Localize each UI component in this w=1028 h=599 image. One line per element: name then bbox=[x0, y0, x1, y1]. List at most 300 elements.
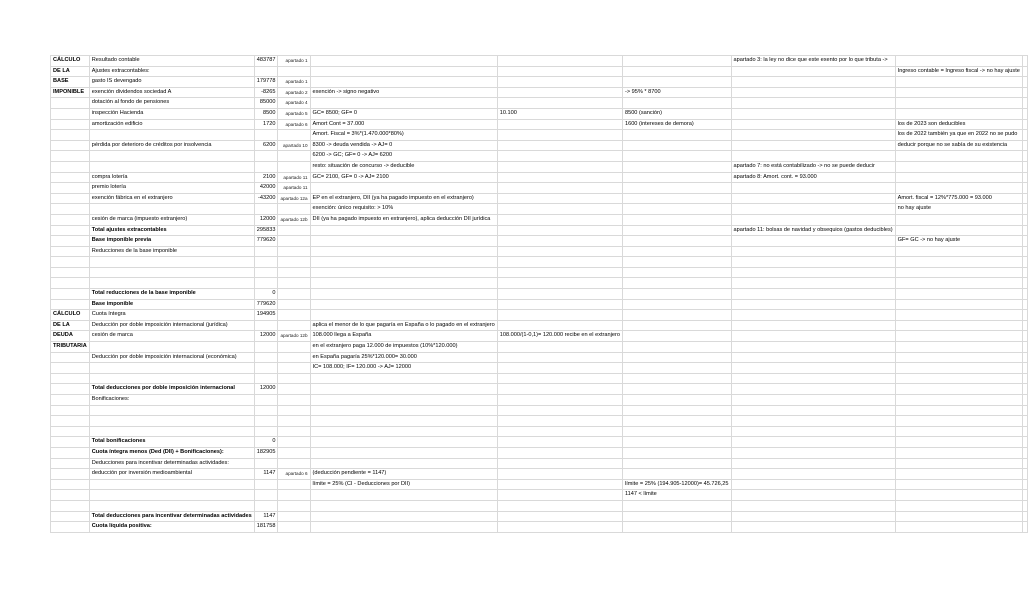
cell-i6[interactable] bbox=[895, 108, 1022, 119]
cell-j18[interactable] bbox=[1022, 236, 1027, 247]
cell-h30[interactable] bbox=[731, 363, 895, 374]
cell-h28[interactable] bbox=[731, 342, 895, 353]
cell-b18[interactable]: Base imponible previa bbox=[89, 236, 254, 247]
cell-i36[interactable] bbox=[895, 426, 1022, 437]
cell-f39[interactable] bbox=[497, 458, 622, 469]
cell-b9[interactable]: pérdida por deterioro de créditos por insolvencia bbox=[89, 140, 254, 151]
cell-i35[interactable] bbox=[895, 416, 1022, 427]
cell-e16[interactable]: DII (ya ha pagado impuesto en extranjero), aplica deducción DII jurídica bbox=[310, 214, 497, 225]
cell-j42[interactable] bbox=[1022, 490, 1027, 501]
cell-j32[interactable] bbox=[1022, 384, 1027, 395]
cell-h39[interactable] bbox=[731, 458, 895, 469]
cell-d16[interactable]: apartado 12b bbox=[278, 214, 310, 225]
cell-a14[interactable] bbox=[51, 193, 90, 204]
cell-i15[interactable]: no hay ajuste bbox=[895, 204, 1022, 215]
cell-j12[interactable] bbox=[1022, 172, 1027, 183]
cell-j36[interactable] bbox=[1022, 426, 1027, 437]
cell-e41[interactable]: límite = 25% (CI - Deducciones por DII) bbox=[310, 479, 497, 490]
cell-c12[interactable]: 2100 bbox=[254, 172, 278, 183]
cell-h37[interactable] bbox=[731, 437, 895, 448]
cell-a3[interactable]: BASE bbox=[51, 77, 90, 88]
cell-b5[interactable]: dotación al fondo de pensiones bbox=[89, 98, 254, 109]
cell-c23[interactable]: 0 bbox=[254, 289, 278, 300]
cell-a4[interactable]: IMPONIBLE bbox=[51, 87, 90, 98]
cell-b42[interactable] bbox=[89, 490, 254, 501]
cell-b27[interactable]: cesión de marca bbox=[89, 331, 254, 342]
cell-e40[interactable]: (deducción pendiente = 1147) bbox=[310, 469, 497, 480]
cell-h44[interactable] bbox=[731, 511, 895, 522]
cell-h42[interactable] bbox=[731, 490, 895, 501]
cell-e20[interactable] bbox=[310, 257, 497, 268]
cell-j37[interactable] bbox=[1022, 437, 1027, 448]
cell-a6[interactable] bbox=[51, 108, 90, 119]
cell-c10[interactable] bbox=[254, 151, 278, 162]
cell-c11[interactable] bbox=[254, 161, 278, 172]
cell-d20[interactable] bbox=[278, 257, 310, 268]
cell-h43[interactable] bbox=[731, 500, 895, 511]
cell-g13[interactable] bbox=[622, 183, 731, 194]
cell-f22[interactable] bbox=[497, 278, 622, 289]
cell-c6[interactable]: 8500 bbox=[254, 108, 278, 119]
cell-i10[interactable] bbox=[895, 151, 1022, 162]
cell-a5[interactable] bbox=[51, 98, 90, 109]
cell-f2[interactable] bbox=[497, 66, 622, 77]
cell-d45[interactable] bbox=[278, 522, 310, 533]
cell-a45[interactable] bbox=[51, 522, 90, 533]
cell-b37[interactable]: Total bonificaciones bbox=[89, 437, 254, 448]
cell-g20[interactable] bbox=[622, 257, 731, 268]
cell-d38[interactable] bbox=[278, 447, 310, 458]
cell-e29[interactable]: en España pagaría 25%*120.000= 30.000 bbox=[310, 352, 497, 363]
cell-j3[interactable] bbox=[1022, 77, 1027, 88]
cell-e37[interactable] bbox=[310, 437, 497, 448]
cell-c27[interactable]: 12000 bbox=[254, 331, 278, 342]
cell-b34[interactable] bbox=[89, 405, 254, 416]
cell-d24[interactable] bbox=[278, 299, 310, 310]
cell-d26[interactable] bbox=[278, 320, 310, 331]
cell-h24[interactable] bbox=[731, 299, 895, 310]
cell-f20[interactable] bbox=[497, 257, 622, 268]
cell-i39[interactable] bbox=[895, 458, 1022, 469]
cell-f34[interactable] bbox=[497, 405, 622, 416]
cell-f3[interactable] bbox=[497, 77, 622, 88]
cell-g30[interactable] bbox=[622, 363, 731, 374]
cell-g27[interactable] bbox=[622, 331, 731, 342]
cell-g28[interactable] bbox=[622, 342, 731, 353]
cell-i32[interactable] bbox=[895, 384, 1022, 395]
cell-f10[interactable] bbox=[497, 151, 622, 162]
cell-d35[interactable] bbox=[278, 416, 310, 427]
cell-c42[interactable] bbox=[254, 490, 278, 501]
cell-i12[interactable] bbox=[895, 172, 1022, 183]
cell-d6[interactable]: apartado 5 bbox=[278, 108, 310, 119]
cell-g16[interactable] bbox=[622, 214, 731, 225]
cell-h3[interactable] bbox=[731, 77, 895, 88]
cell-g33[interactable] bbox=[622, 395, 731, 406]
cell-i2[interactable]: Ingreso contable = Ingreso fiscal -> no hay ajuste bbox=[895, 66, 1022, 77]
cell-h27[interactable] bbox=[731, 331, 895, 342]
cell-b12[interactable]: compra lotería bbox=[89, 172, 254, 183]
cell-e1[interactable] bbox=[310, 56, 497, 67]
cell-d36[interactable] bbox=[278, 426, 310, 437]
cell-g5[interactable] bbox=[622, 98, 731, 109]
cell-f27[interactable]: 108.000/(1-0,1)= 120.000 recibe en el extranjero bbox=[497, 331, 622, 342]
cell-d19[interactable] bbox=[278, 246, 310, 257]
cell-a37[interactable] bbox=[51, 437, 90, 448]
cell-b2[interactable]: Ajustes extracontables: bbox=[89, 66, 254, 77]
cell-b41[interactable] bbox=[89, 479, 254, 490]
cell-c26[interactable] bbox=[254, 320, 278, 331]
cell-j27[interactable] bbox=[1022, 331, 1027, 342]
cell-f26[interactable] bbox=[497, 320, 622, 331]
cell-e8[interactable]: Amort. Fiscal = 3%*(1.470.000*80%) bbox=[310, 130, 497, 141]
cell-i5[interactable] bbox=[895, 98, 1022, 109]
cell-d1[interactable]: apartado 1 bbox=[278, 56, 310, 67]
cell-d30[interactable] bbox=[278, 363, 310, 374]
cell-i3[interactable] bbox=[895, 77, 1022, 88]
cell-b8[interactable] bbox=[89, 130, 254, 141]
cell-b28[interactable] bbox=[89, 342, 254, 353]
cell-j29[interactable] bbox=[1022, 352, 1027, 363]
cell-f18[interactable] bbox=[497, 236, 622, 247]
cell-j2[interactable] bbox=[1022, 66, 1027, 77]
cell-c1[interactable]: 483787 bbox=[254, 56, 278, 67]
cell-f43[interactable] bbox=[497, 500, 622, 511]
cell-g3[interactable] bbox=[622, 77, 731, 88]
cell-j11[interactable] bbox=[1022, 161, 1027, 172]
cell-f11[interactable] bbox=[497, 161, 622, 172]
cell-f16[interactable] bbox=[497, 214, 622, 225]
cell-e10[interactable]: 6200 -> GC; GF= 0 -> AJ= 6200 bbox=[310, 151, 497, 162]
cell-h21[interactable] bbox=[731, 267, 895, 278]
cell-a38[interactable] bbox=[51, 447, 90, 458]
cell-f5[interactable] bbox=[497, 98, 622, 109]
cell-a19[interactable] bbox=[51, 246, 90, 257]
cell-j15[interactable] bbox=[1022, 204, 1027, 215]
cell-h9[interactable] bbox=[731, 140, 895, 151]
cell-g44[interactable] bbox=[622, 511, 731, 522]
cell-g43[interactable] bbox=[622, 500, 731, 511]
cell-g8[interactable] bbox=[622, 130, 731, 141]
cell-c35[interactable] bbox=[254, 416, 278, 427]
cell-f38[interactable] bbox=[497, 447, 622, 458]
cell-c32[interactable]: 12000 bbox=[254, 384, 278, 395]
cell-a11[interactable] bbox=[51, 161, 90, 172]
cell-b26[interactable]: Deducción por doble imposición internacional (jurídica) bbox=[89, 320, 254, 331]
cell-e18[interactable] bbox=[310, 236, 497, 247]
cell-i26[interactable] bbox=[895, 320, 1022, 331]
cell-a28[interactable]: TRIBUTARIA bbox=[51, 342, 90, 353]
cell-i37[interactable] bbox=[895, 437, 1022, 448]
cell-j34[interactable] bbox=[1022, 405, 1027, 416]
cell-e43[interactable] bbox=[310, 500, 497, 511]
cell-h17[interactable]: apartado 11: bolsas de navidad y obsequios (gastos deducibles) bbox=[731, 225, 895, 236]
cell-b35[interactable] bbox=[89, 416, 254, 427]
cell-h4[interactable] bbox=[731, 87, 895, 98]
cell-i27[interactable] bbox=[895, 331, 1022, 342]
cell-a42[interactable] bbox=[51, 490, 90, 501]
cell-d40[interactable]: apartado 6 bbox=[278, 469, 310, 480]
cell-i4[interactable] bbox=[895, 87, 1022, 98]
cell-a24[interactable] bbox=[51, 299, 90, 310]
cell-h38[interactable] bbox=[731, 447, 895, 458]
cell-h18[interactable] bbox=[731, 236, 895, 247]
cell-e5[interactable] bbox=[310, 98, 497, 109]
cell-b21[interactable] bbox=[89, 267, 254, 278]
cell-d28[interactable] bbox=[278, 342, 310, 353]
cell-c8[interactable] bbox=[254, 130, 278, 141]
cell-c34[interactable] bbox=[254, 405, 278, 416]
cell-g34[interactable] bbox=[622, 405, 731, 416]
cell-e4[interactable]: exención -> signo negativo bbox=[310, 87, 497, 98]
cell-g37[interactable] bbox=[622, 437, 731, 448]
cell-i41[interactable] bbox=[895, 479, 1022, 490]
cell-d23[interactable] bbox=[278, 289, 310, 300]
cell-g29[interactable] bbox=[622, 352, 731, 363]
cell-j44[interactable] bbox=[1022, 511, 1027, 522]
cell-f45[interactable] bbox=[497, 522, 622, 533]
cell-i43[interactable] bbox=[895, 500, 1022, 511]
cell-d13[interactable]: apartado 11 bbox=[278, 183, 310, 194]
cell-a7[interactable] bbox=[51, 119, 90, 130]
cell-a26[interactable]: DE LA bbox=[51, 320, 90, 331]
cell-a32[interactable] bbox=[51, 384, 90, 395]
cell-i33[interactable] bbox=[895, 395, 1022, 406]
cell-f12[interactable] bbox=[497, 172, 622, 183]
cell-f40[interactable] bbox=[497, 469, 622, 480]
cell-c36[interactable] bbox=[254, 426, 278, 437]
cell-f7[interactable] bbox=[497, 119, 622, 130]
cell-h36[interactable] bbox=[731, 426, 895, 437]
cell-c13[interactable]: 42000 bbox=[254, 183, 278, 194]
cell-b17[interactable]: Total ajustes extracontables bbox=[89, 225, 254, 236]
cell-j7[interactable] bbox=[1022, 119, 1027, 130]
cell-h23[interactable] bbox=[731, 289, 895, 300]
cell-c21[interactable] bbox=[254, 267, 278, 278]
cell-h8[interactable] bbox=[731, 130, 895, 141]
cell-e28[interactable]: en el extranjero paga 12.000 de impuestos (10%*120.000) bbox=[310, 342, 497, 353]
cell-h10[interactable] bbox=[731, 151, 895, 162]
cell-c41[interactable] bbox=[254, 479, 278, 490]
cell-g10[interactable] bbox=[622, 151, 731, 162]
cell-f23[interactable] bbox=[497, 289, 622, 300]
cell-c14[interactable]: -43200 bbox=[254, 193, 278, 204]
cell-d21[interactable] bbox=[278, 267, 310, 278]
cell-g26[interactable] bbox=[622, 320, 731, 331]
cell-f42[interactable] bbox=[497, 490, 622, 501]
cell-d10[interactable] bbox=[278, 151, 310, 162]
cell-f33[interactable] bbox=[497, 395, 622, 406]
cell-j35[interactable] bbox=[1022, 416, 1027, 427]
cell-h1[interactable]: apartado 3: la ley no dice que este exento por lo que tributa -> bbox=[731, 56, 895, 67]
cell-e27[interactable]: 108.000 llega a España bbox=[310, 331, 497, 342]
cell-c28[interactable] bbox=[254, 342, 278, 353]
cell-d41[interactable] bbox=[278, 479, 310, 490]
cell-j5[interactable] bbox=[1022, 98, 1027, 109]
cell-j9[interactable] bbox=[1022, 140, 1027, 151]
cell-d31[interactable] bbox=[278, 373, 310, 384]
cell-e13[interactable] bbox=[310, 183, 497, 194]
cell-j38[interactable] bbox=[1022, 447, 1027, 458]
cell-a2[interactable]: DE LA bbox=[51, 66, 90, 77]
cell-j16[interactable] bbox=[1022, 214, 1027, 225]
cell-j14[interactable] bbox=[1022, 193, 1027, 204]
cell-a8[interactable] bbox=[51, 130, 90, 141]
cell-a23[interactable] bbox=[51, 289, 90, 300]
cell-h41[interactable] bbox=[731, 479, 895, 490]
cell-e36[interactable] bbox=[310, 426, 497, 437]
cell-c15[interactable] bbox=[254, 204, 278, 215]
cell-f4[interactable] bbox=[497, 87, 622, 98]
cell-e38[interactable] bbox=[310, 447, 497, 458]
cell-f28[interactable] bbox=[497, 342, 622, 353]
cell-h20[interactable] bbox=[731, 257, 895, 268]
cell-i14[interactable]: Amort. fiscal = 12%*775.000 = 93.000 bbox=[895, 193, 1022, 204]
cell-a21[interactable] bbox=[51, 267, 90, 278]
cell-b45[interactable]: Cuota líquida positiva: bbox=[89, 522, 254, 533]
cell-e19[interactable] bbox=[310, 246, 497, 257]
cell-j30[interactable] bbox=[1022, 363, 1027, 374]
cell-f30[interactable] bbox=[497, 363, 622, 374]
cell-e25[interactable] bbox=[310, 310, 497, 321]
cell-d34[interactable] bbox=[278, 405, 310, 416]
cell-a12[interactable] bbox=[51, 172, 90, 183]
cell-e6[interactable]: GC= 8500; GF= 0 bbox=[310, 108, 497, 119]
cell-g32[interactable] bbox=[622, 384, 731, 395]
cell-j19[interactable] bbox=[1022, 246, 1027, 257]
cell-g17[interactable] bbox=[622, 225, 731, 236]
cell-d42[interactable] bbox=[278, 490, 310, 501]
cell-j39[interactable] bbox=[1022, 458, 1027, 469]
cell-b33[interactable]: Bonificaciones: bbox=[89, 395, 254, 406]
cell-j8[interactable] bbox=[1022, 130, 1027, 141]
cell-e2[interactable] bbox=[310, 66, 497, 77]
cell-a29[interactable] bbox=[51, 352, 90, 363]
cell-j22[interactable] bbox=[1022, 278, 1027, 289]
cell-i45[interactable] bbox=[895, 522, 1022, 533]
cell-h32[interactable] bbox=[731, 384, 895, 395]
cell-d12[interactable]: apartado 11 bbox=[278, 172, 310, 183]
cell-f15[interactable] bbox=[497, 204, 622, 215]
cell-b20[interactable] bbox=[89, 257, 254, 268]
cell-g18[interactable] bbox=[622, 236, 731, 247]
cell-j25[interactable] bbox=[1022, 310, 1027, 321]
cell-e22[interactable] bbox=[310, 278, 497, 289]
cell-h14[interactable] bbox=[731, 193, 895, 204]
cell-b7[interactable]: amortización edificio bbox=[89, 119, 254, 130]
cell-d3[interactable]: apartado 1 bbox=[278, 77, 310, 88]
cell-c20[interactable] bbox=[254, 257, 278, 268]
cell-d44[interactable] bbox=[278, 511, 310, 522]
cell-b6[interactable]: inspección Hacienda bbox=[89, 108, 254, 119]
cell-j17[interactable] bbox=[1022, 225, 1027, 236]
cell-c30[interactable] bbox=[254, 363, 278, 374]
cell-g45[interactable] bbox=[622, 522, 731, 533]
cell-g12[interactable] bbox=[622, 172, 731, 183]
cell-i34[interactable] bbox=[895, 405, 1022, 416]
cell-g19[interactable] bbox=[622, 246, 731, 257]
cell-h5[interactable] bbox=[731, 98, 895, 109]
cell-h45[interactable] bbox=[731, 522, 895, 533]
cell-d32[interactable] bbox=[278, 384, 310, 395]
cell-i17[interactable] bbox=[895, 225, 1022, 236]
cell-b16[interactable]: cesión de marca (impuesto extranjero) bbox=[89, 214, 254, 225]
cell-a22[interactable] bbox=[51, 278, 90, 289]
cell-e15[interactable]: exención: único requisito: > 10% bbox=[310, 204, 497, 215]
cell-j43[interactable] bbox=[1022, 500, 1027, 511]
cell-f21[interactable] bbox=[497, 267, 622, 278]
cell-b23[interactable]: Total reducciones de la base imponible bbox=[89, 289, 254, 300]
cell-f32[interactable] bbox=[497, 384, 622, 395]
cell-j1[interactable] bbox=[1022, 56, 1027, 67]
cell-b3[interactable]: gasto IS devengado bbox=[89, 77, 254, 88]
cell-e33[interactable] bbox=[310, 395, 497, 406]
cell-a20[interactable] bbox=[51, 257, 90, 268]
cell-d14[interactable]: apartado 12a bbox=[278, 193, 310, 204]
cell-a13[interactable] bbox=[51, 183, 90, 194]
cell-g22[interactable] bbox=[622, 278, 731, 289]
cell-i19[interactable] bbox=[895, 246, 1022, 257]
cell-b4[interactable]: exención dividendos sociedad A bbox=[89, 87, 254, 98]
cell-e42[interactable] bbox=[310, 490, 497, 501]
cell-a43[interactable] bbox=[51, 500, 90, 511]
cell-i28[interactable] bbox=[895, 342, 1022, 353]
cell-i24[interactable] bbox=[895, 299, 1022, 310]
cell-d33[interactable] bbox=[278, 395, 310, 406]
cell-i29[interactable] bbox=[895, 352, 1022, 363]
cell-c31[interactable] bbox=[254, 373, 278, 384]
cell-a35[interactable] bbox=[51, 416, 90, 427]
cell-i42[interactable] bbox=[895, 490, 1022, 501]
cell-h35[interactable] bbox=[731, 416, 895, 427]
cell-a36[interactable] bbox=[51, 426, 90, 437]
cell-c37[interactable]: 0 bbox=[254, 437, 278, 448]
cell-a44[interactable] bbox=[51, 511, 90, 522]
cell-d5[interactable]: apartado 4 bbox=[278, 98, 310, 109]
cell-f14[interactable] bbox=[497, 193, 622, 204]
cell-e3[interactable] bbox=[310, 77, 497, 88]
cell-d8[interactable] bbox=[278, 130, 310, 141]
cell-i18[interactable]: GF= GC -> no hay ajuste bbox=[895, 236, 1022, 247]
cell-f9[interactable] bbox=[497, 140, 622, 151]
cell-h26[interactable] bbox=[731, 320, 895, 331]
cell-c5[interactable]: 85000 bbox=[254, 98, 278, 109]
cell-b22[interactable] bbox=[89, 278, 254, 289]
cell-g42[interactable]: 1147 < límite bbox=[622, 490, 731, 501]
cell-a10[interactable] bbox=[51, 151, 90, 162]
cell-c33[interactable] bbox=[254, 395, 278, 406]
cell-i40[interactable] bbox=[895, 469, 1022, 480]
cell-i7[interactable]: los de 2023 son deducibles bbox=[895, 119, 1022, 130]
cell-a33[interactable] bbox=[51, 395, 90, 406]
cell-d17[interactable] bbox=[278, 225, 310, 236]
cell-e23[interactable] bbox=[310, 289, 497, 300]
cell-f13[interactable] bbox=[497, 183, 622, 194]
cell-g25[interactable] bbox=[622, 310, 731, 321]
cell-a1[interactable]: CÁLCULO bbox=[51, 56, 90, 67]
cell-i13[interactable] bbox=[895, 183, 1022, 194]
cell-i16[interactable] bbox=[895, 214, 1022, 225]
cell-d39[interactable] bbox=[278, 458, 310, 469]
cell-i23[interactable] bbox=[895, 289, 1022, 300]
cell-i25[interactable] bbox=[895, 310, 1022, 321]
cell-h40[interactable] bbox=[731, 469, 895, 480]
cell-c39[interactable] bbox=[254, 458, 278, 469]
cell-a16[interactable] bbox=[51, 214, 90, 225]
cell-a39[interactable] bbox=[51, 458, 90, 469]
cell-h19[interactable] bbox=[731, 246, 895, 257]
cell-e24[interactable] bbox=[310, 299, 497, 310]
